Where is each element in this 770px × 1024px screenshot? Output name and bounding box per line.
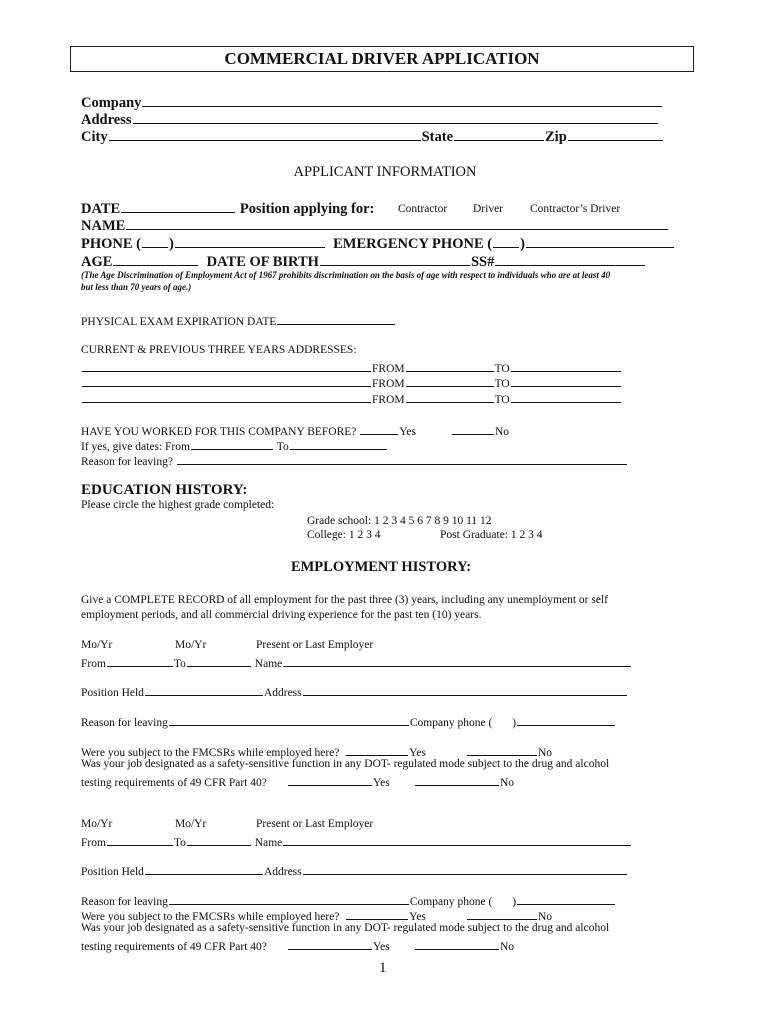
present-last-label: Present or Last Employer: [256, 818, 374, 830]
option-contractors-driver[interactable]: Contractor’s Driver: [530, 203, 621, 215]
physical-exam-label: PHYSICAL EXAM EXPIRATION DATE: [81, 316, 277, 328]
addresses-label: CURRENT & PREVIOUS THREE YEARS ADDRESSES:: [81, 344, 357, 356]
fmcsr-label: Were you subject to the FMCSRs while employed here?: [81, 747, 340, 759]
applicant-heading: APPLICANT INFORMATION: [293, 164, 477, 180]
from-label: FROM: [372, 363, 405, 375]
present-last-label: Present or Last Employer: [256, 639, 374, 651]
age-line: [81, 253, 646, 271]
post-graduate-options[interactable]: Post Graduate: 1 2 3 4: [440, 529, 543, 541]
company-phone-label: Company phone (: [409, 717, 493, 729]
from-label: FROM: [372, 394, 405, 406]
company-line: [81, 94, 663, 112]
phone-label: PHONE (: [81, 236, 142, 252]
fmcsr-no-line: [466, 743, 552, 759]
position-held-label: Position Held: [81, 687, 144, 699]
no-label: No: [500, 777, 515, 789]
state-field[interactable]: [454, 128, 544, 141]
if-yes-label: If yes, give dates: From: [81, 441, 190, 453]
moyr-label: Mo/Yr: [81, 639, 113, 651]
position-held-field[interactable]: [145, 683, 263, 696]
reason-leaving-label: Reason for leaving?: [81, 456, 173, 468]
address-row-field[interactable]: [82, 374, 371, 387]
worked-before-line: [81, 422, 416, 438]
safety-line-1: Was your job designated as a safety-sensitive function in any DOT- regulated mode subject to the drug and alcohol: [81, 922, 610, 934]
if-yes-line: [81, 437, 388, 453]
address-row: [81, 390, 622, 406]
age-field[interactable]: [113, 253, 198, 266]
safety-yes-field[interactable]: [288, 773, 372, 786]
phone-area-field[interactable]: [142, 235, 168, 248]
from-label: From: [81, 658, 106, 670]
name-label: NAME: [81, 218, 126, 234]
from-field[interactable]: [406, 374, 494, 387]
employer-to-field[interactable]: [187, 833, 251, 846]
date-label: DATE: [81, 201, 121, 217]
dob-field[interactable]: [320, 253, 470, 266]
fmcsr-line: [81, 743, 426, 759]
position-held-field[interactable]: [145, 862, 263, 875]
no-label: No: [495, 426, 510, 438]
safety-no-field[interactable]: [415, 773, 499, 786]
age-note-2: but less than 70 years of age.): [81, 282, 192, 292]
worked-yes-field[interactable]: [360, 422, 398, 435]
employer-name-field[interactable]: [283, 654, 631, 667]
city-line: [81, 128, 664, 146]
address-label: Address: [263, 687, 302, 699]
physical-exam-line: [81, 312, 396, 328]
emergency-phone-field[interactable]: [526, 235, 674, 248]
address-label: Address: [81, 112, 132, 128]
dates-to-field[interactable]: [290, 437, 387, 450]
employment-heading: EMPLOYMENT HISTORY:: [290, 559, 472, 575]
position-held-label: Position Held: [81, 866, 144, 878]
worked-before-label: HAVE YOU WORKED FOR THIS COMPANY BEFORE?: [81, 426, 357, 438]
no-label: No: [538, 747, 553, 759]
phone-line: [81, 235, 675, 253]
option-contractor[interactable]: Contractor: [398, 203, 448, 215]
position-held-line: [81, 683, 628, 699]
fmcsr-yes-field[interactable]: [346, 907, 408, 920]
ss-field[interactable]: [495, 253, 645, 266]
safety-label: testing requirements of 49 CFR Part 40?: [81, 941, 267, 953]
dob-label: DATE OF BIRTH: [206, 254, 319, 270]
company-phone-field[interactable]: [517, 713, 615, 726]
address-row: [81, 374, 622, 390]
reason-leaving-line: [81, 452, 628, 468]
to-label: TO: [494, 363, 510, 375]
safety-no-line: [414, 937, 514, 953]
address-label: Address: [263, 866, 302, 878]
city-label: City: [81, 129, 108, 145]
date-field[interactable]: [121, 200, 235, 213]
city-field[interactable]: [109, 128, 421, 141]
yes-label: Yes: [409, 747, 426, 759]
fmcsr-no-line: [466, 907, 552, 923]
safety-no-field[interactable]: [415, 937, 499, 950]
employer-from-field[interactable]: [107, 654, 173, 667]
employment-intro-2: employment periods, and all commercial driving experience for the past ten (10) years.: [81, 609, 482, 621]
to-label: To: [173, 837, 186, 849]
phone-close-paren: ): [169, 236, 174, 252]
moyr-label: Mo/Yr: [81, 818, 113, 830]
yes-label: Yes: [373, 777, 390, 789]
employer-from-line: [81, 654, 632, 670]
dates-to-label: To: [276, 441, 289, 453]
state-label: State: [421, 129, 454, 145]
position-applying-label: Position applying for:: [239, 201, 375, 217]
age-note-1: (The Age Discrimination of Employment Act of 1967 prohibits discrimination on the basis of age with respect to individuals who are at least 40: [81, 270, 611, 280]
dates-from-field[interactable]: [191, 437, 273, 450]
company-field[interactable]: [142, 94, 662, 107]
position-held-line: [81, 862, 628, 878]
fmcsr-no-field[interactable]: [467, 907, 537, 920]
worked-no-field[interactable]: [452, 422, 494, 435]
address-row: [81, 359, 622, 375]
address-row-field[interactable]: [82, 359, 371, 372]
company-phone-field[interactable]: [517, 892, 615, 905]
zip-label: Zip: [545, 129, 567, 145]
from-label: From: [81, 837, 106, 849]
zip-field[interactable]: [568, 128, 663, 141]
safety-yes-field[interactable]: [288, 937, 372, 950]
safety-line-2: [81, 773, 390, 789]
emergency-close-paren: ): [520, 236, 525, 252]
no-label: No: [500, 941, 515, 953]
age-label: AGE: [81, 254, 113, 270]
reason-field[interactable]: [169, 713, 409, 726]
safety-line-1: Was your job designated as a safety-sensitive function in any DOT- regulated mode subject to the drug and alcohol: [81, 758, 610, 770]
employer-to-field[interactable]: [187, 654, 251, 667]
emergency-phone-label: EMERGENCY PHONE (: [333, 236, 493, 252]
no-label: No: [538, 911, 553, 923]
employer-from-field[interactable]: [107, 833, 173, 846]
safety-no-line: [414, 773, 514, 789]
to-label: TO: [494, 394, 510, 406]
fmcsr-label: Were you subject to the FMCSRs while employed here?: [81, 911, 340, 923]
address-field[interactable]: [133, 111, 658, 124]
from-field[interactable]: [406, 359, 494, 372]
education-heading: EDUCATION HISTORY:: [81, 482, 248, 498]
fmcsr-no-field[interactable]: [467, 743, 537, 756]
reason-label: Reason for leaving: [81, 717, 168, 729]
physical-exam-field[interactable]: [277, 312, 395, 325]
reason-line: Reason for leaving Company phone ( ): [81, 713, 616, 729]
reason-line: Reason for leaving Company phone ( ): [81, 892, 616, 908]
to-field[interactable]: [511, 390, 621, 403]
date-line: [81, 200, 374, 218]
to-label: To: [173, 658, 186, 670]
reason-field[interactable]: [169, 892, 409, 905]
employer-name-field[interactable]: [283, 833, 631, 846]
address-line: [81, 111, 659, 129]
phone-field[interactable]: [175, 235, 325, 248]
worked-no-line: [451, 422, 509, 438]
name-field[interactable]: [126, 217, 668, 230]
page-number: 1: [379, 960, 387, 976]
college-options[interactable]: College: 1 2 3 4: [307, 529, 381, 541]
moyr-label: Mo/Yr: [175, 639, 207, 651]
from-field[interactable]: [406, 390, 494, 403]
document-title: COMMERCIAL DRIVER APPLICATION: [70, 46, 694, 72]
name-line: [81, 217, 669, 235]
name-label: Name: [254, 837, 283, 849]
employer-address-field[interactable]: [303, 683, 627, 696]
company-label: Company: [81, 95, 142, 111]
option-driver[interactable]: Driver: [473, 203, 504, 215]
employer-address-field[interactable]: [303, 862, 627, 875]
to-label: TO: [494, 378, 510, 390]
company-phone-label: Company phone (: [409, 896, 493, 908]
moyr-label: Mo/Yr: [175, 818, 207, 830]
safety-label: testing requirements of 49 CFR Part 40?: [81, 777, 267, 789]
address-row-field[interactable]: [82, 390, 371, 403]
name-label: Name: [254, 658, 283, 670]
from-label: FROM: [372, 378, 405, 390]
reason-leaving-field[interactable]: [177, 452, 627, 465]
to-field[interactable]: [511, 374, 621, 387]
fmcsr-line: [81, 907, 426, 923]
fmcsr-yes-field[interactable]: [346, 743, 408, 756]
grade-school-options[interactable]: Grade school: 1 2 3 4 5 6 7 8 9 10 11 12: [307, 515, 492, 527]
company-phone-area-field[interactable]: [493, 893, 511, 905]
to-field[interactable]: [511, 359, 621, 372]
safety-line-2: [81, 937, 390, 953]
yes-label: Yes: [373, 941, 390, 953]
education-instruction: Please circle the highest grade completed:: [81, 499, 275, 511]
employer-from-line: [81, 833, 632, 849]
reason-label: Reason for leaving: [81, 896, 168, 908]
employment-intro-1: Give a COMPLETE RECORD of all employment for the past three (3) years, including any unemployment or self: [81, 594, 608, 606]
yes-label: Yes: [409, 911, 426, 923]
yes-label: Yes: [399, 426, 417, 438]
emergency-area-field[interactable]: [493, 235, 519, 248]
ss-label: SS#: [470, 254, 495, 270]
company-phone-area-field[interactable]: [493, 714, 511, 726]
